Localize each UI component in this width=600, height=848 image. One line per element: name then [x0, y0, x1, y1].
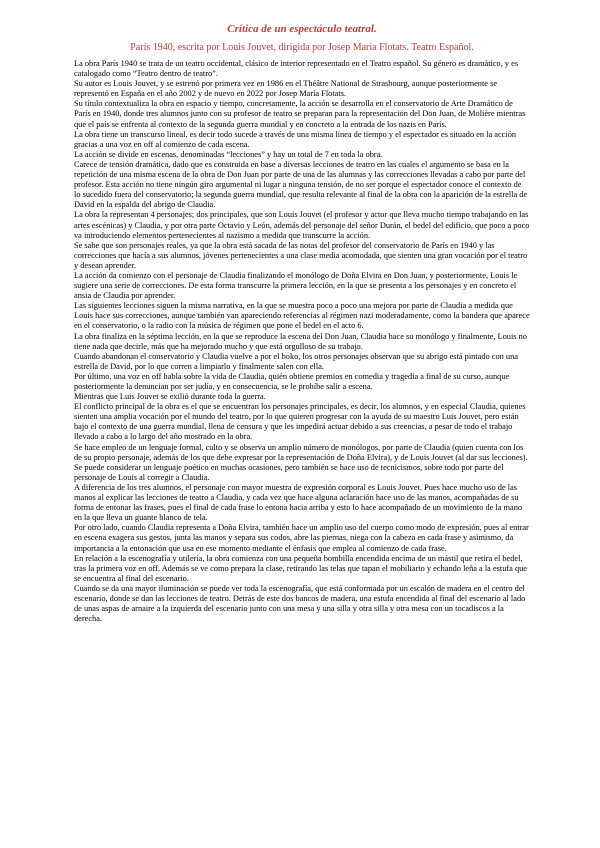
body-paragraph: La acción da comienzo con el personaje de Claudia finalizando el monólogo de Doña Elvira en Don Juan, y posteriormente, Louis le sugiere una serie de correcciones. De esta forma transcurre la primera lección, en la que se presenta a los personajes y en concreto el ansia de Claudia por aprender.: [74, 270, 518, 301]
body-paragraph: La obra París 1940 se trata de un teatro occidental, clásico de interior representado en el Teatro español. Su género es dramático, y es catalogado como “Teatro dentro de teatro”.: [74, 59, 519, 79]
body-paragraph: Se hace empleo de un lenguaje formal, culto y se observa un amplio número de monólogos, por parte de Claudia (quien cuenta con los de su propio personaje, además de los que debe expresar por la representación de Doña Elvira), y de Louis Jouvet (al dar sus lecciones).: [74, 442, 528, 462]
body-paragraph: Las siguientes lecciones siguen la misma narrativa, en la que se muestra poco a poco una mejora por parte de Claudia a medida que Louis hace sus correcciones, aunque también van apareciendo referencias al régimen nazi moderadamente, como la bandera que aparece en el conservatorio, o la radio con la música de régimen que pone el bedel en el acto 6.: [74, 301, 530, 331]
body-paragraph: Su autor es Louis Jouvet, y se estrenó por primera vez en 1986 en el Théâtre National de Strasbourg, aunque posteriormente se representó en España en el año 2002 y de nuevo en 2022 por Josep María Flotats.: [74, 79, 498, 99]
document-title: Crítica de un espectáculo teatral.: [227, 23, 377, 35]
document-subtitle: París 1940, escrita por Louis Jouvet, dirigida por Josep María Flotats. Teatro Español.: [130, 42, 474, 53]
body-paragraph: En relación a la escenografía y utilería, la obra comienza con una pequeña bombilla encendida encima de un mástil que retira el bedel, tras la primera voz en off. Además se ve como prepara la clase, retirando las telas que tapan el mobiliario y echando leña a la estufa que se encuentra al final del escenario.: [74, 553, 528, 583]
body-paragraph: Cuando abandonan el conservatorio y Claudia vuelve a por el boko, los otros personajes observan que su abrigo está pintado con una estrella de David, por lo que corren a limpiarlo y finalmente salen con ella.: [74, 351, 518, 371]
body-paragraph: Por otro lado, cuando Claudia representa a Doña Elvira, también hace un amplio uso del cuerpo como modo de expresión, pues al entrar en escena exagera sus gestos, junta las manos y separa sus codos, abre las piernas, niega con la cabeza en cada frase y asimismo, da importancia a la entonación que usa en ese momento mediante el énfasis que emplea al comienzo de cada frase.: [74, 523, 529, 553]
document-page: [74, 22, 530, 624]
body-paragraph: Cuando se da una mayor iluminación se puede ver toda la escenografía, que está conformada por un escalón de madera en el centro del escenario, donde se dan las lecciones de teatro. Detrás de este dos bancos de madera, una estufa encendida al final del escenario al lado de unas aspas de arnaire a la izquierda del escenario junto con una mesa y una silla y otra silla y otra mesa con un tocadiscos a la derecha.: [74, 583, 526, 624]
body-paragraph: Se puede considerar un lenguaje poético en muchas ocasiones, pero también se hace uso de tecnicismos, sobre todo por parte del personaje de Louis al corregir a Claudia.: [74, 462, 504, 482]
document-body: [74, 59, 530, 624]
body-paragraph: Por último, una voz en off habla sobre la vida de Claudia, quién obtiene premios en comedia y tragedia a final de su curso, aunque posteriormente la denuncian por ser judía, y en consecuencia, se le prohíbe salir a escena.: [74, 371, 510, 391]
body-paragraph: La obra la representan 4 personajes; dos principales, que son Louis Jouvet (el profesor y actor que lleva mucho tiempo trabajando en las artes escénicas) y Claudia, y por otra parte Octavio y León, además del personaje del señor Durán, el bedel del edificio, que poco a poco va introduciendo elementos pertenecientes al nazismo a medida que transcurre la acción.: [74, 210, 530, 240]
body-paragraph: Se sabe que son personajes reales, ya que la obra está sacada de las notas del profesor del conservatorio de París en 1940 y las correcciones que hacía a sus alumnos, jóvenes pertenecientes a una clase media acomodada, que sienten una gran vocación por el teatro y desean aprender.: [74, 240, 528, 270]
body-paragraph: A diferencia de los tres alumnos, el personaje con mayor muestra de expresión corporal es Louis Jouvet. Pues hace mucho uso de las manos al explicar las lecciones de teatro a Claudia, y cada vez que hace alguna aclaración hace uso de las manos, acompañadas de su forma de entonar las frases, pues el final de cada frase lo entona hacia arriba y esto lo hace acompañado de un movimiento de la mano en la que lleva un guante blanco de tela.: [74, 482, 523, 523]
body-paragraph: Su título contextualiza la obra en espacio y tiempo, concretamente, la acción se desarrolla en el conservatorio de Arte Dramático de París en 1940, donde tres alumnos junto con su profesor de teatro se preparan para la representación del Don Juan, de Molière mientras que el país se enfrenta al contexto de la segunda guerra mundial y en concreto a la entrada de los nazis en París.: [74, 99, 526, 129]
body-paragraph: La obra finaliza en la séptima lección, en la que se reproduce la escena del Don Juan, Claudia hace su monólogo y finalmente, Louis no tiene nada que decirle, más que ha mejorado mucho y que está orgulloso de su trabajo.: [74, 331, 527, 351]
body-paragraph: El conflicto principal de la obra es el que se encuentran los personajes principales, es decir, los alumnos, y en especial Claudia, quienes sienten una amplia vocación por el mundo del teatro, por lo que quieren progresar con la ayuda de su maestro Luis Jouvet, pero están bajo el contexto de una guerra mundial, llena de censura y que les impedirá actuar debido a sus creencias, a pesar de todo el trabajo llevado a cabo a lo largo del año mostrado en la obra.: [74, 402, 526, 442]
body-paragraph: Carece de tensión dramática, dado que es construida en base a diversas lecciones de teatro en las cuales el argumento se basa en la repetición de una misma escena de la obra de Don Juan por parte de una de las alumnas y las correcciones llevadas a cabo por parte del profesor. Esta acción no tiene ningún giro argumental ni lugar a ninguna tensión, de no ser porque el espectador conoce el contexto de lo sucedido fuera del conservatorio; la segunda guerra mundial, que resulta relevante al final de la obra con la aparición de la estrella de David en la espalda del abrigo de Claudia.: [74, 159, 528, 210]
body-paragraph: La acción se divide en escenas, denominadas “lecciones” y hay un total de 7 en toda la obra.: [74, 149, 383, 159]
body-paragraph: La obra tiene un transcurso lineal, es decir todo sucede a través de una misma línea de tiempo y el espectador es situado en la acción gracias a una voz en off al comienzo de cada escena.: [74, 129, 517, 149]
body-paragraph: Mientras que Luis Jouvet se exilió durante toda la guerra.: [74, 392, 266, 402]
